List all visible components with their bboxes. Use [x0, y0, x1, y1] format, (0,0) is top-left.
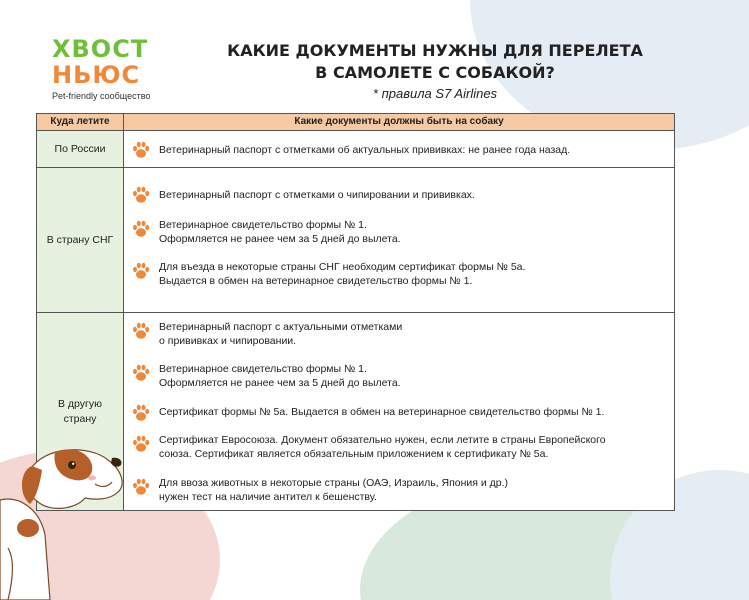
item-text: Сертификат Евросоюза. Документ обязательно нужен, если летите в страны Европейского союза. Сертификат является обязательным приложением к сертификату № 5а.	[159, 434, 606, 460]
logo-line1-text: ХВОСТ	[52, 35, 149, 63]
list-item	[131, 477, 666, 504]
item-text: Для ввоза животных в некоторые страны (ОАЭ, Израиль, Япония и др.) нужен тест на наличие антител к бешенству.	[159, 477, 509, 503]
column-header-destination: Куда летите	[37, 114, 124, 130]
item-text: Ветеринарный паспорт с актуальными отметками о прививках и чипировании.	[159, 321, 403, 347]
item-text: Сертификат формы № 5а. Выдается в обмен на ветеринарное свидетельство формы № 1.	[159, 406, 605, 418]
table-row	[37, 168, 674, 313]
list-item	[131, 403, 666, 423]
dog-illustration	[0, 440, 135, 600]
list-item	[131, 363, 666, 390]
paw-icon	[131, 219, 151, 239]
paw-icon	[131, 185, 151, 205]
logo	[52, 36, 150, 101]
list-item	[131, 321, 666, 348]
logo-line1	[52, 36, 150, 62]
item-text: Ветеринарное свидетельство формы № 1. Оформляется не ранее чем за 5 дней до вылета.	[159, 219, 401, 245]
list-item	[131, 434, 666, 461]
item-text: Ветеринарное свидетельство формы № 1. Оформляется не ранее чем за 5 дней до вылета.	[159, 363, 401, 389]
logo-line2-text: НЬЮС	[52, 61, 141, 89]
destination-cell: По России	[37, 131, 124, 167]
documents-cell	[124, 131, 674, 167]
paw-icon	[131, 321, 151, 341]
paw-icon	[131, 140, 151, 160]
paw-icon	[131, 363, 151, 383]
table-header-row	[37, 114, 674, 131]
list-item	[131, 140, 666, 160]
page-subtitle: * правила S7 Airlines	[372, 86, 498, 101]
table-row	[37, 131, 674, 168]
logo-tagline: Pet-friendly сообщество	[52, 91, 151, 101]
documents-cell	[124, 313, 674, 510]
list-item	[131, 261, 666, 288]
list-item	[131, 219, 666, 246]
paw-icon	[131, 403, 151, 423]
list-item	[131, 185, 666, 205]
destination-cell: В страну СНГ	[37, 168, 124, 312]
item-text: Для въезда в некоторые страны СНГ необходим сертификат формы № 5а. Выдается в обмен на ветеринарное свидетельство формы № 1.	[159, 261, 526, 287]
item-text: Ветеринарный паспорт с отметками о чипировании и прививках.	[159, 189, 475, 201]
logo-line2	[52, 62, 150, 88]
page-title-line1: КАКИЕ ДОКУМЕНТЫ НУЖНЫ ДЛЯ ПЕРЕЛЕТА	[227, 41, 643, 60]
paw-icon	[131, 261, 151, 281]
page-title-line2: В САМОЛЕТЕ С СОБАКОЙ?	[315, 63, 555, 82]
page-title	[200, 40, 670, 84]
documents-cell	[124, 168, 674, 312]
page-header	[200, 40, 670, 101]
item-text: Ветеринарный паспорт с отметками об актуальных прививках: не ранее года назад.	[159, 144, 571, 156]
column-header-documents: Какие документы должны быть на собаку	[294, 116, 504, 127]
destination-cell: В другую страну	[37, 313, 124, 510]
